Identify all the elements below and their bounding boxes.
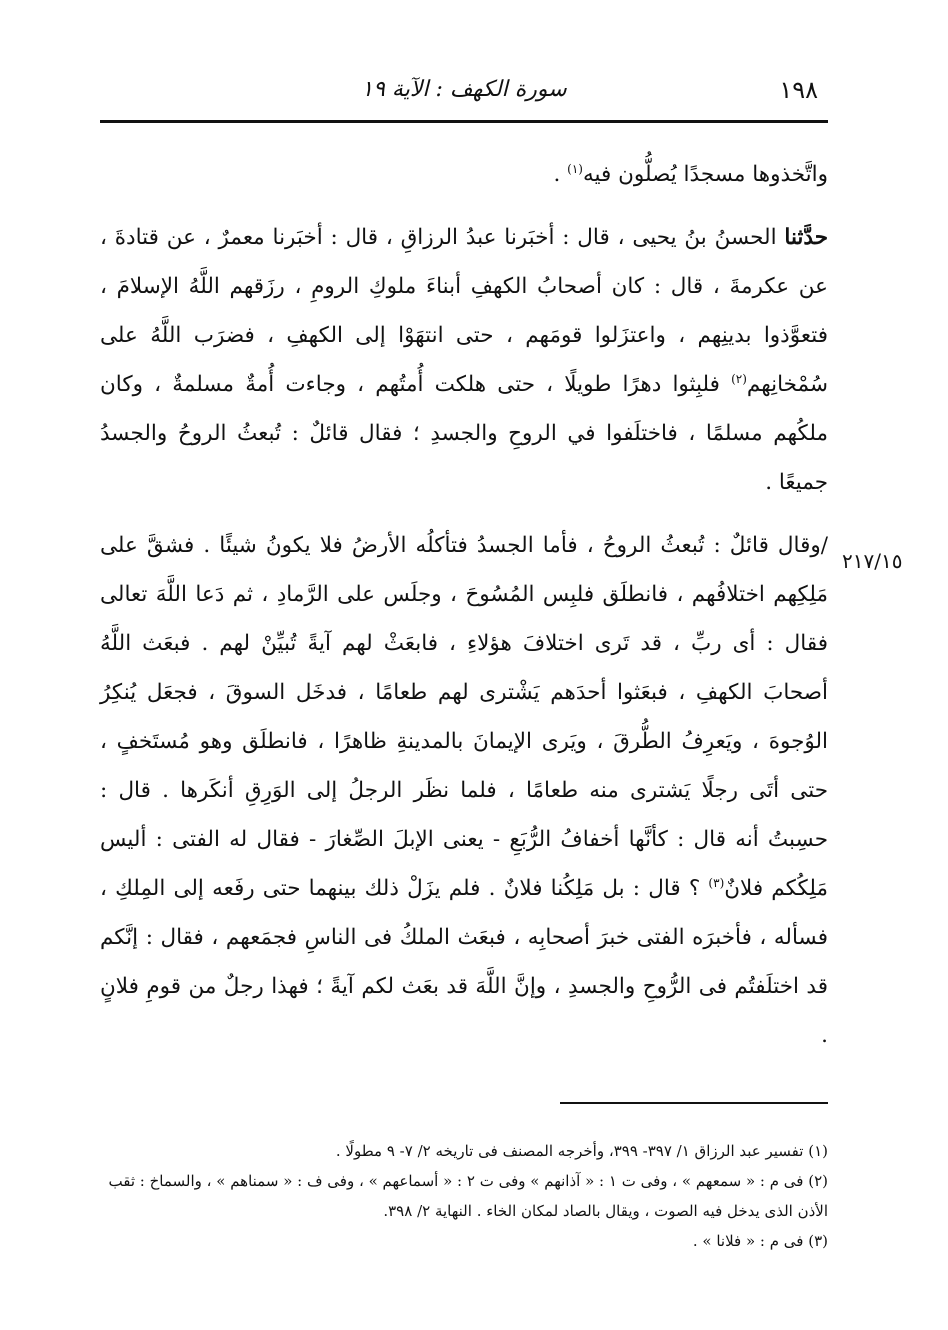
paragraph-3-text-b: ؟ قال : بل مَلِكُنا فلانٌ . فلم يزَلْ ذلك بينهما حتى رفَعه إلى المِلكِ ، فسأله ، فأخبرَه الفتى خبرَ أصحابِه ، فبعَث الملكُ فى الناسِ فجمَعهم ، فقال : إنَّكم قد اختلَفتُم فى الرُّوحِ والجسدِ ، وإنَّ اللَّهَ قد بعَث لكم آيةً ؛ فهذا رجلٌ من قومِ فلانٍ . (100, 876, 828, 1048)
header-rule (100, 120, 828, 123)
page-header (100, 72, 828, 112)
footnotes (100, 1136, 828, 1256)
paragraph-2-text-a: الحسنُ بنُ يحيى ، قال : أخبَرنا عبدُ الرزاقِ ، قال : أخبَرنا معمرٌ ، عن قتادةَ ، عن عكرمةَ ، قال : كان أصحابُ الكهفِ أبناءَ ملوكِ الرومِ ، رزَقهم اللَّهُ الإسلامَ ، فتعوَّذوا بدينِهم ، واعتزَلوا قومَهم ، حتى انتهَوْا إلى الكهفِ ، فضرَب اللَّهُ على سُمْخانِهم (100, 225, 828, 397)
running-title: سورة الكهف : الآية ١٩ (361, 77, 567, 102)
footnote-mark-2[interactable]: (٢) (731, 371, 747, 386)
footnote-rule (560, 1102, 828, 1104)
margin-reference: ٢١٧/١٥ (842, 549, 903, 573)
paragraph-3-text-a: /وقال قائلٌ : تُبعثُ الروحُ ، فأما الجسدُ فتأكلُه الأرضُ فلا يكونُ شيئًا . فشقَّ على مَلِكِهم اختلافُهم ، فانطلَق فلبِس المُسُوحَ ، وجلَس على الرَّمادِ ، ثم دَعا اللَّهَ تعالى فقال : أى ربِّ ، قد تَرى اختلافَ هؤلاءِ ، فابعَثْ لهم آيةً تُبيِّنْ لهم . فبعَث اللَّهُ أصحابَ الكهفِ ، فبعَثوا أحدَهم يَشْترى لهم طعامًا ، فدخَل السوقَ ، فجعَل يُنكِرُ الوُجوهَ ، ويَعرِفُ الطُّرقَ ، ويَرى الإيمانَ بالمدينةِ ظاهرًا ، فانطلَق وهو مُستَخفٍ ، حتى أتَى رجلًا يَشترى منه طعامًا ، فلما نظَر الرجلُ إلى الوَرِقِ أنكَرها . قال : حسِبتُ أنه قال : كأنَّها أخفافُ الرُّبَعِ - يعنى الإبلَ الصِّغارَ - فقال له الفتى : أليس مَلِكُكم فلانٌ (100, 533, 829, 901)
footnote-mark-3[interactable]: (٣) (708, 875, 725, 890)
paragraph-2 (100, 213, 828, 507)
page-number: ١٩٨ (779, 76, 818, 104)
footnote-3: (٣) فى م : « فلانا » . (692, 1232, 828, 1250)
footnote-1: (١) تفسير عبد الرزاق ١/ ٣٩٧- ٣٩٩، وأخرجه المصنف فى تاريخه ٢/ ٧- ٩ مطولًا . (335, 1142, 828, 1160)
paragraph-2-lead: حدَّثنا (784, 225, 828, 250)
paragraph-2-text-b: فلبِثوا دهرًا طويلًا ، حتى هلكت أُمتُهم ، وجاءت أُمةٌ مسلمةٌ ، وكان ملكُهم مسلمًا ، فاختلَفوا في الروحِ والجسدِ ؛ فقال قائلٌ : تُبعثُ الروحُ والجسدُ جميعًا . (100, 372, 828, 495)
paragraph-3 (100, 521, 828, 1060)
main-text (100, 150, 828, 1074)
paragraph-1 (100, 150, 828, 199)
paragraph-1-text: واتَّخذوها مسجدًا يُصلُّون فيه (582, 162, 828, 187)
paragraph-1-end: . (553, 162, 568, 187)
footnote-mark-1[interactable]: (١) (567, 161, 583, 176)
footnote-2: (٢) فى م : « سمعهم » ، وفى ت ١ : « آذانهم » وفى ت ٢ : « أسماعهم » ، وفى ف : « سمناهم » ، والسماخ : ثقب الأذن الذى يدخل فيه الصوت ، ويقال بالصاد لمكان الخاء . النهاية ٢/ ٣٩٨. (108, 1172, 828, 1220)
